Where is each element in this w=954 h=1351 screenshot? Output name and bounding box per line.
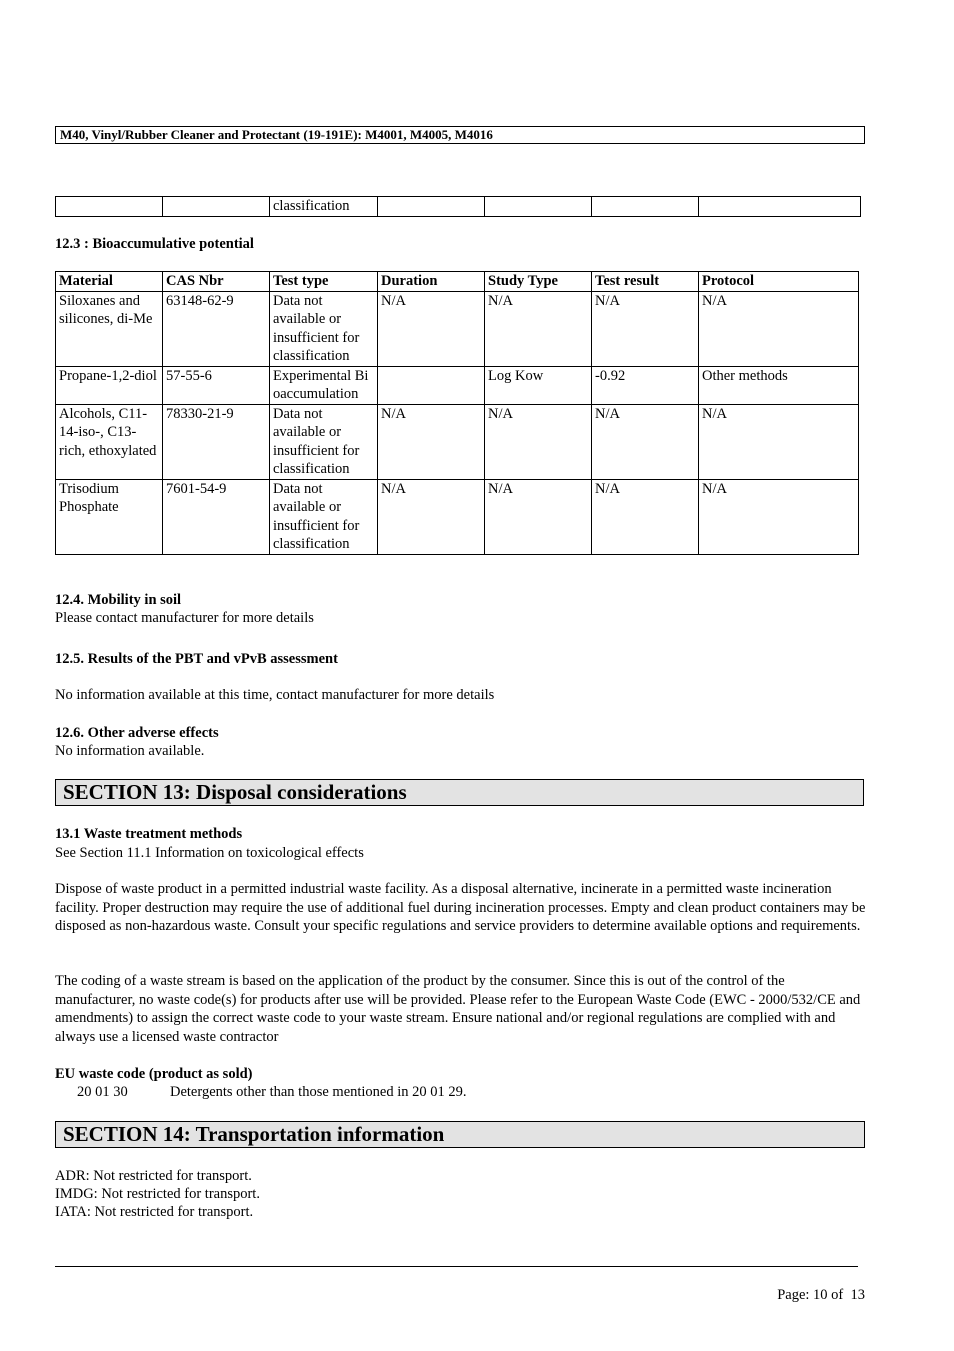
table-cell: Data not available or insufficient for classification [270, 404, 378, 479]
bioaccumulative-heading: 12.3 : Bioaccumulative potential [55, 236, 254, 252]
eu-waste-code: 20 01 30 [77, 1084, 128, 1100]
table-cell: N/A [485, 479, 592, 554]
table-cell: 63148-62-9 [163, 291, 270, 366]
bioaccumulative-table [55, 271, 859, 555]
table-cell: N/A [378, 291, 485, 366]
table-cell: Other methods [699, 366, 859, 404]
table-row [56, 479, 859, 554]
column-header-duration: Duration [378, 272, 485, 292]
other-effects-text: No information available. [55, 743, 205, 759]
column-header-protocol: Protocol [699, 272, 859, 292]
table-cell: N/A [485, 291, 592, 366]
table-cell: N/A [485, 404, 592, 479]
transport-adr: ADR: Not restricted for transport. [55, 1168, 252, 1184]
table-cell: Propane-1,2-diol [56, 366, 163, 404]
table-row [56, 197, 861, 217]
table-row [56, 366, 859, 404]
table-cell [163, 197, 270, 217]
table-row [56, 404, 859, 479]
table-cell [699, 197, 861, 217]
table-cell: Siloxanes and silicones, di-Me [56, 291, 163, 366]
transport-imdg: IMDG: Not restricted for transport. [55, 1186, 260, 1202]
table-cell: 57-55-6 [163, 366, 270, 404]
column-header-cas: CAS Nbr [163, 272, 270, 292]
table-cell: classification [270, 197, 378, 217]
mobility-heading: 12.4. Mobility in soil [55, 592, 182, 608]
table-cell: N/A [699, 479, 859, 554]
section-14-title: SECTION 14: Transportation information [55, 1121, 865, 1148]
table-cell: -0.92 [592, 366, 699, 404]
disposal-paragraph: Dispose of waste product in a permitted industrial waste facility. As a disposal alternative, incinerate in a permitted waste incineration facility. Proper destruction may require the use of additional fuel during incineration processes. Empty and clean product containers may be disposed as non-hazardous waste. Consult your specific regulations and service providers to determine available options and requirements. [55, 881, 866, 934]
table-cell [378, 197, 485, 217]
section-13-title: SECTION 13: Disposal considerations [55, 779, 864, 806]
pbt-heading: 12.5. Results of the PBT and vPvB assessment [55, 651, 338, 667]
table-cell [592, 197, 699, 217]
table-header-row [56, 272, 859, 292]
mobility-text: Please contact manufacturer for more details [55, 610, 314, 626]
pbt-text: No information available at this time, contact manufacturer for more details [55, 687, 495, 703]
table-cell: 7601-54-9 [163, 479, 270, 554]
table-cell: N/A [699, 404, 859, 479]
table-cell: Trisodium Phosphate [56, 479, 163, 554]
table-cell: Alcohols, C11-14-iso-, C13-rich, ethoxylated [56, 404, 163, 479]
footer-divider [55, 1266, 858, 1267]
eu-waste-code-heading: EU waste code (product as sold) [55, 1066, 253, 1082]
table-cell: N/A [592, 404, 699, 479]
table-cell: N/A [378, 404, 485, 479]
table-cell [56, 197, 163, 217]
table-cell [378, 366, 485, 404]
waste-ref-text: See Section 11.1 Information on toxicological effects [55, 845, 364, 861]
waste-code-paragraph: The coding of a waste stream is based on the application of the product by the consumer. Since this is out of the control of the manufacturer, no waste code(s) for products after use will be provided. Please refer to the European Waste Code (EWC - 2000/532/CE and amendments) to assign the correct waste code to your waste stream. Ensure national and/or regional regulations are complied with and always use a licensed waste contractor [55, 973, 861, 1045]
waste-treatment-heading: 13.1 Waste treatment methods [55, 826, 243, 842]
other-effects-heading: 12.6. Other adverse effects [55, 725, 219, 741]
transport-iata: IATA: Not restricted for transport. [55, 1204, 254, 1220]
column-header-material: Material [56, 272, 163, 292]
table-cell: Data not available or insufficient for classification [270, 479, 378, 554]
table-cell: 78330-21-9 [163, 404, 270, 479]
table-row [56, 291, 859, 366]
column-header-test-type: Test type [270, 272, 378, 292]
table-cell: N/A [699, 291, 859, 366]
table-cell: Data not available or insufficient for classification [270, 291, 378, 366]
table-cell [485, 197, 592, 217]
column-header-test-result: Test result [592, 272, 699, 292]
table-cell: Experimental Bioaccumulation [270, 366, 378, 404]
table-cell: Log Kow [485, 366, 592, 404]
continued-table [55, 196, 861, 217]
page-number: Page: 10 of 13 [777, 1287, 865, 1303]
document-header: M40, Vinyl/Rubber Cleaner and Protectant (19-191E): M4001, M4005, M4016 [55, 126, 865, 144]
eu-waste-description: Detergents other than those mentioned in 20 01 29. [170, 1084, 467, 1100]
table-cell: N/A [592, 291, 699, 366]
table-cell: N/A [378, 479, 485, 554]
column-header-study-type: Study Type [485, 272, 592, 292]
table-cell: N/A [592, 479, 699, 554]
